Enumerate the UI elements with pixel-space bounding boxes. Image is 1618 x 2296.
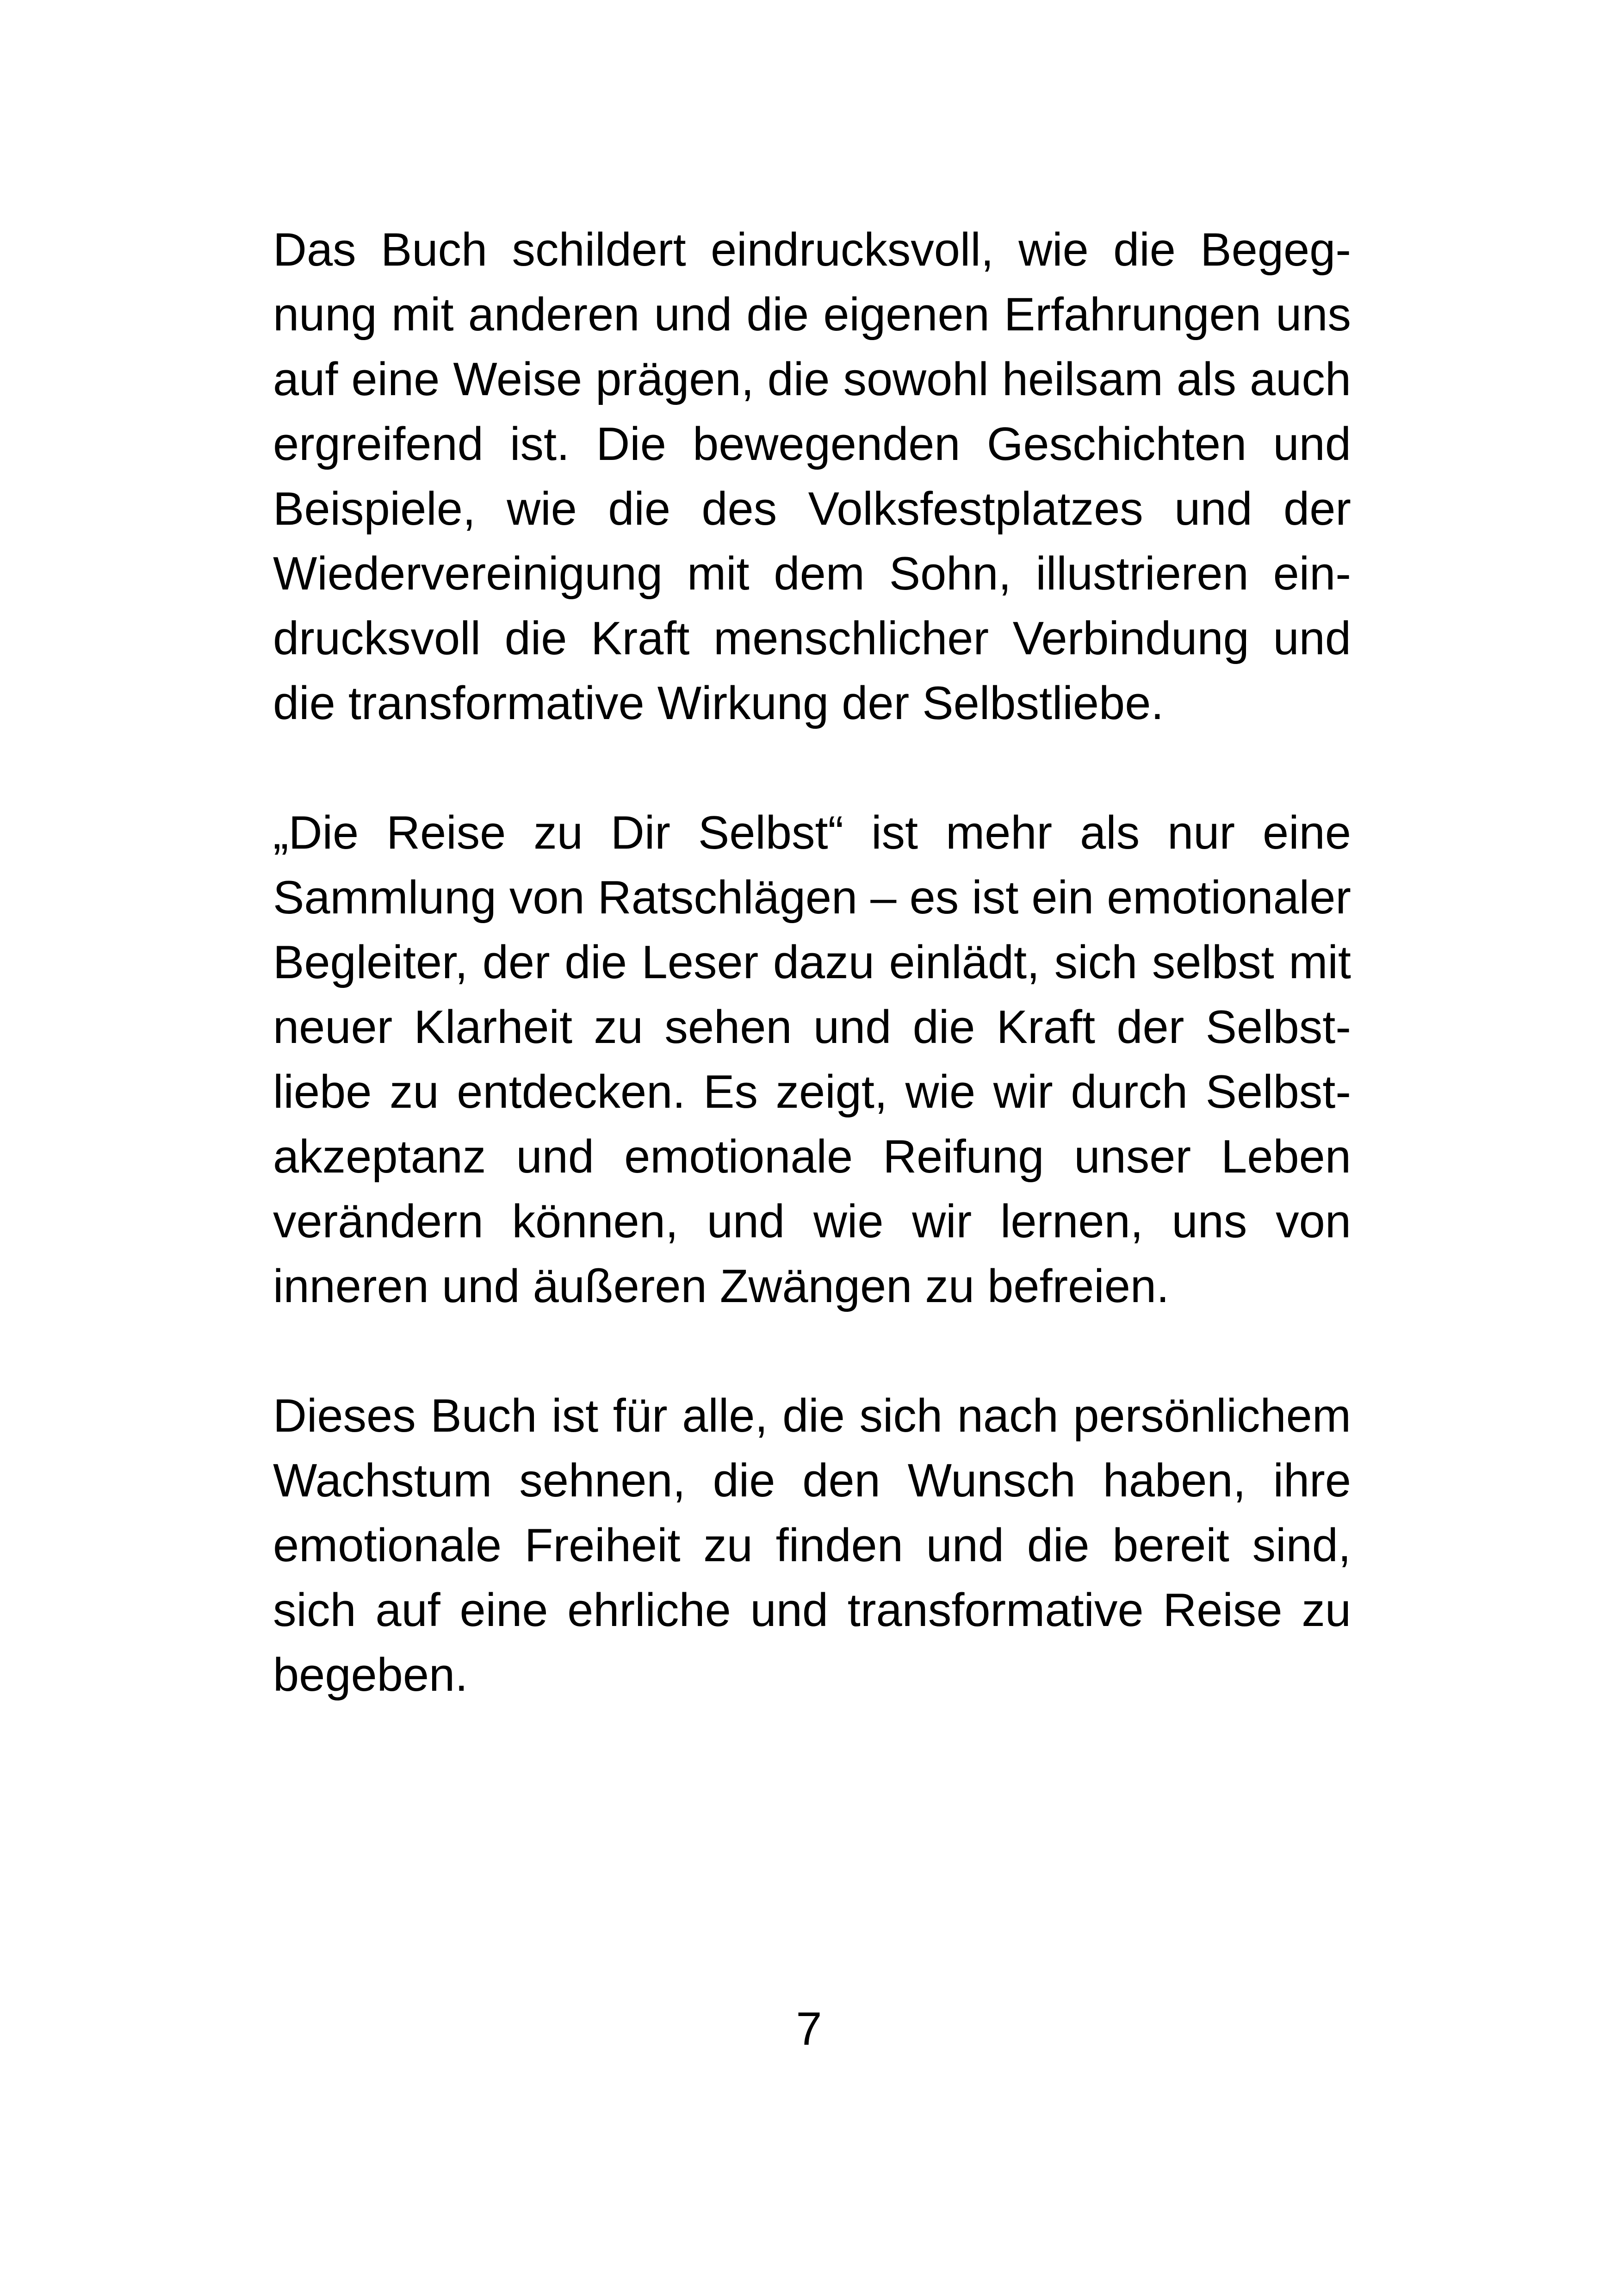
text-line: sich auf eine ehrliche und transformative Reise zu <box>273 1584 1351 1636</box>
text-line: Wachstum sehnen, die den Wunsch haben, ihre <box>273 1455 1351 1507</box>
text-line: ergreifend ist. Die bewegenden Geschichten und <box>273 418 1351 470</box>
text-line: neuer Klarheit zu sehen und die Kraft der Selbst- <box>273 1001 1351 1053</box>
paragraph-1 <box>273 217 1351 736</box>
paragraph-spacer <box>273 736 1351 800</box>
text-line: verändern können, und wie wir lernen, uns von <box>273 1196 1351 1247</box>
text-line: akzeptanz und emotionale Reifung unser Leben <box>273 1131 1351 1183</box>
text-line: nung mit anderen und die eigenen Erfahrungen uns <box>273 289 1351 341</box>
paragraph-spacer <box>273 1319 1351 1384</box>
text-line: „Die Reise zu Dir Selbst“ ist mehr als nur eine <box>273 807 1351 859</box>
text-line: Das Buch schildert eindrucksvoll, wie die Begeg- <box>273 224 1351 276</box>
paragraph-2 <box>273 800 1351 1319</box>
text-line: die transformative Wirkung der Selbstliebe. <box>273 677 1164 729</box>
text-line: emotionale Freiheit zu finden und die bereit sind, <box>273 1520 1351 1571</box>
text-line: liebe zu entdecken. Es zeigt, wie wir durch Selbst- <box>273 1066 1351 1118</box>
text-line: Wiedervereinigung mit dem Sohn, illustrieren ein- <box>273 548 1351 600</box>
body-text <box>273 217 1351 1707</box>
text-line: Dieses Buch ist für alle, die sich nach persönlichem <box>273 1390 1351 1442</box>
text-line: auf eine Weise prägen, die sowohl heilsam als auch <box>273 354 1351 405</box>
text-line: Beispiele, wie die des Volksfestplatzes und der <box>273 483 1351 535</box>
text-line: drucksvoll die Kraft menschlicher Verbindung und <box>273 613 1351 664</box>
text-line: Sammlung von Ratschlägen – es ist ein emotionaler <box>273 872 1351 924</box>
paragraph-3 <box>273 1384 1351 1707</box>
text-line: begeben. <box>273 1649 468 1701</box>
page-number: 7 <box>796 2003 822 2055</box>
text-line: inneren und äußeren Zwängen zu befreien. <box>273 1260 1170 1312</box>
text-line: Begleiter, der die Leser dazu einlädt, sich selbst mit <box>273 937 1351 988</box>
